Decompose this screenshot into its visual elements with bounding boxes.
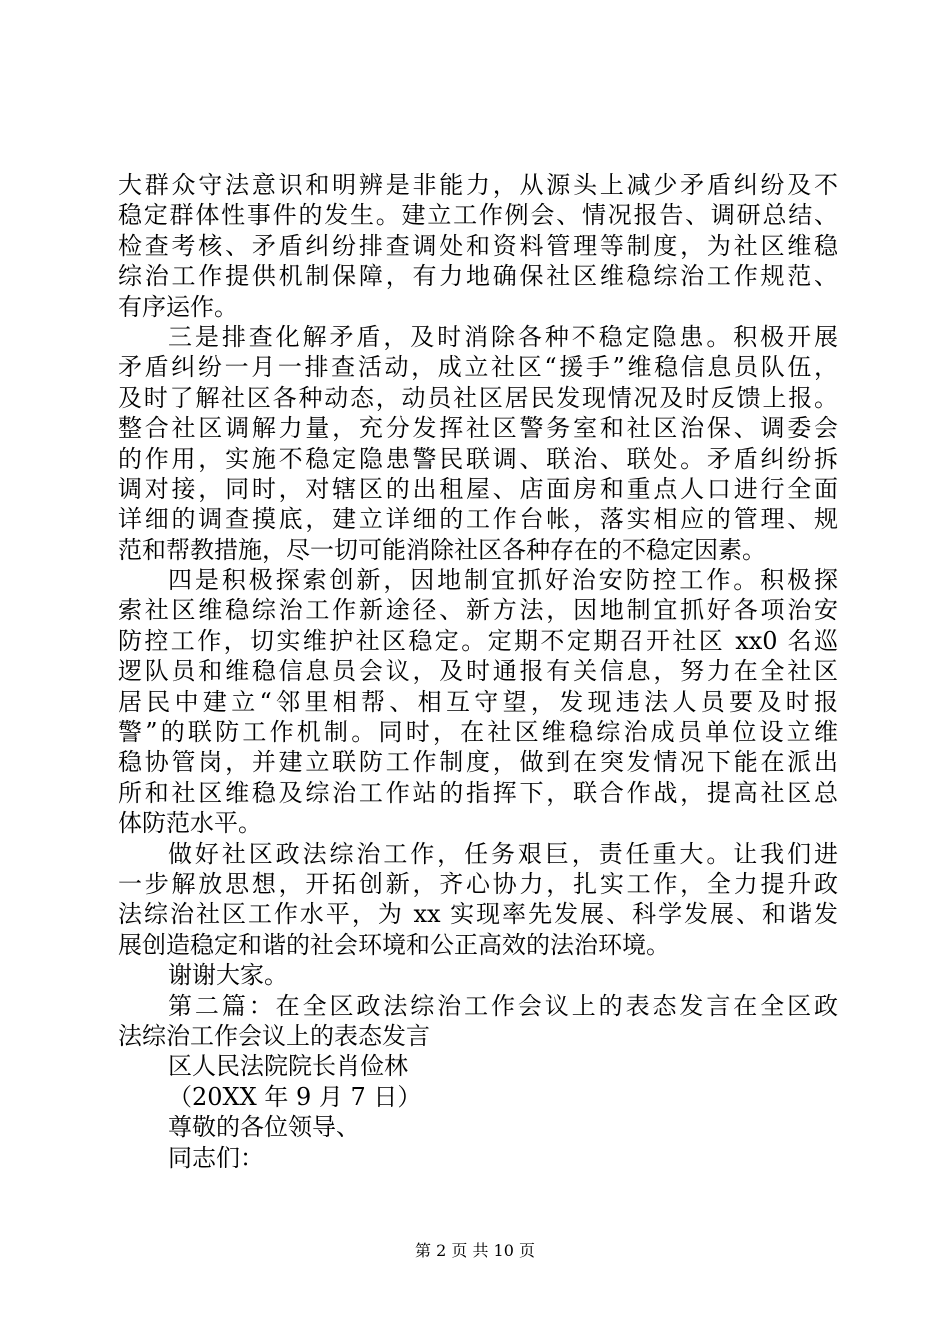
text-line: 展创造稳定和谐的社会环境和公正高效的法治环境。	[118, 930, 670, 959]
text-line: 综治工作提供机制保障，有力地确保社区维稳综治工作规范、	[118, 262, 838, 291]
text-line: 有序运作。	[118, 292, 238, 321]
text-line: 同志们：	[168, 1143, 264, 1172]
text-line: 区人民法院院长肖俭林	[168, 1052, 408, 1081]
text-line: 体防范水平。	[118, 809, 262, 838]
text-line: 范和帮教措施，尽一切可能消除社区各种存在的不稳定因素。	[118, 535, 766, 564]
text-line: 法综治工作会议上的表态发言	[118, 1021, 430, 1050]
document-body	[118, 170, 838, 1173]
text-line: （20XX 年 9 月 7 日）	[168, 1082, 422, 1111]
text-line: 防控工作，切实维护社区稳定。定期不定期召开社区 xx0 名巡	[118, 626, 838, 655]
text-line: 的作用，实施不稳定隐患警民联调、联治、联处。矛盾纠纷拆	[118, 444, 838, 473]
page-footer: 第 2 页 共 10 页	[415, 1241, 535, 1260]
text-line: 整合社区调解力量，充分发挥社区警务室和社区治保、调委会	[118, 414, 838, 443]
text-line: 矛盾纠纷一月一排查活动，成立社区“援手”维稳信息员队伍，	[118, 353, 838, 382]
text-line: 警”的联防工作机制。同时，在社区维稳综治成员单位设立维	[118, 718, 838, 747]
text-line: 一步解放思想，开拓创新，齐心协力，扎实工作，全力提升政	[118, 869, 838, 898]
text-line: 稳定群体性事件的发生。建立工作例会、情况报告、调研总结、	[118, 201, 838, 230]
text-line: 检查考核、矛盾纠纷排查调处和资料管理等制度，为社区维稳	[118, 231, 838, 260]
text-line: 调对接，同时，对辖区的出租屋、店面房和重点人口进行全面	[118, 474, 838, 503]
text-line: 四是积极探索创新，因地制宜抓好治安防控工作。积极探	[168, 566, 838, 595]
text-line: 法综治社区工作水平，为 xx 实现率先发展、科学发展、和谐发	[118, 900, 838, 929]
text-line: 谢谢大家。	[168, 961, 288, 990]
text-line: 做好社区政法综治工作，任务艰巨，责任重大。让我们进	[168, 839, 838, 868]
text-line: 稳协管岗，并建立联防工作制度，做到在突发情况下能在派出	[118, 748, 838, 777]
text-line: 索社区维稳综治工作新途径、新方法，因地制宜抓好各项治安	[118, 596, 838, 625]
text-line: 居民中建立“邻里相帮、相互守望，发现违法人员要及时报	[118, 687, 838, 716]
text-line: 大群众守法意识和明辨是非能力，从源头上减少矛盾纠纷及不	[118, 171, 838, 199]
text-line: 尊敬的各位领导、	[168, 1113, 360, 1142]
text-line: 详细的调查摸底，建立详细的工作台帐，落实相应的管理、规	[118, 505, 838, 534]
text-line: 三是排查化解矛盾，及时消除各种不稳定隐患。积极开展	[168, 322, 838, 351]
text-line: 及时了解社区各种动态，动员社区居民发现情况及时反馈上报。	[118, 383, 838, 412]
text-line: 所和社区维稳及综治工作站的指挥下，联合作战，提高社区总	[118, 778, 838, 807]
text-line: 逻队员和维稳信息员会议，及时通报有关信息，努力在全社区	[118, 657, 838, 686]
text-line: 第二篇：在全区政法综治工作会议上的表态发言在全区政	[168, 991, 838, 1020]
